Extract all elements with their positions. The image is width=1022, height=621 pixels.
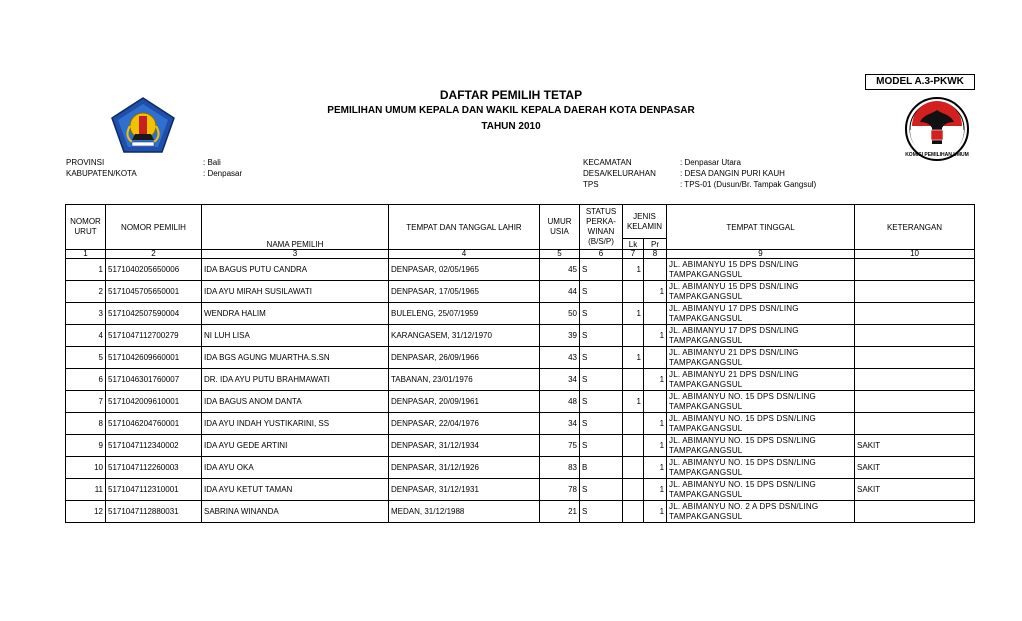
cell-ttl: DENPASAR, 26/09/1966 xyxy=(389,347,540,369)
cell-no-urut: 1 xyxy=(66,259,106,281)
cell-lk: 1 xyxy=(623,391,644,413)
cell-umur: 44 xyxy=(540,281,580,303)
table-row xyxy=(66,325,975,347)
document-year: TAHUN 2010 xyxy=(481,121,541,132)
cell-ttl: KARANGASEM, 31/12/1970 xyxy=(389,325,540,347)
column-number: 5 xyxy=(540,250,580,259)
cell-umur: 78 xyxy=(540,479,580,501)
table-row xyxy=(66,435,975,457)
cell-nomor-pemilih: 5171042009610001 xyxy=(106,391,202,413)
info-label: DESA/KELURAHAN xyxy=(583,169,656,178)
cell-no-urut: 12 xyxy=(66,501,106,523)
cell-lk xyxy=(623,501,644,523)
cell-nomor-pemilih: 5171047112880031 xyxy=(106,501,202,523)
cell-no-urut: 5 xyxy=(66,347,106,369)
info-value: : Denpasar Utara xyxy=(680,158,741,167)
info-value: : DESA DANGIN PURI KAUH xyxy=(680,169,785,178)
cell-status: S xyxy=(580,435,623,457)
cell-ttl: DENPASAR, 02/05/1965 xyxy=(389,259,540,281)
table-header-row xyxy=(66,205,975,239)
table-row xyxy=(66,347,975,369)
cell-no-urut: 4 xyxy=(66,325,106,347)
cell-nama: IDA BAGUS ANOM DANTA xyxy=(202,391,389,413)
column-number: 4 xyxy=(389,250,540,259)
cell-nama: DR. IDA AYU PUTU BRAHMAWATI xyxy=(202,369,389,391)
header-jenis-kelamin: JENIS KELAMIN xyxy=(623,205,667,239)
cell-nama: IDA AYU MIRAH SUSILAWATI xyxy=(202,281,389,303)
document-subtitle: PEMILIHAN UMUM KEPALA DAN WAKIL KEPALA DAERAH KOTA DENPASAR xyxy=(327,105,695,116)
model-code-badge: MODEL A.3-PKWK xyxy=(865,74,975,90)
cell-ttl: MEDAN, 31/12/1988 xyxy=(389,501,540,523)
cell-umur: 50 xyxy=(540,303,580,325)
cell-nama: IDA BAGUS PUTU CANDRA xyxy=(202,259,389,281)
cell-nama: IDA AYU KETUT TAMAN xyxy=(202,479,389,501)
voter-rows xyxy=(66,259,975,523)
cell-keterangan xyxy=(855,391,975,413)
cell-lk: 1 xyxy=(623,259,644,281)
cell-status: S xyxy=(580,479,623,501)
cell-nomor-pemilih: 5171047112700279 xyxy=(106,325,202,347)
header-status: STATUS PERKA-WINAN (B/S/P) xyxy=(580,205,623,250)
cell-umur: 39 xyxy=(540,325,580,347)
info-kecamatan xyxy=(583,157,816,168)
column-number-row xyxy=(66,250,975,259)
header-tempat-tinggal: TEMPAT TINGGAL xyxy=(667,205,855,250)
cell-pr: 1 xyxy=(644,281,667,303)
kpu-emblem-logo xyxy=(904,96,970,162)
cell-no-urut: 6 xyxy=(66,369,106,391)
document-title: DAFTAR PEMILIH TETAP xyxy=(439,88,583,102)
table-row xyxy=(66,303,975,325)
info-label: KABUPATEN/KOTA xyxy=(66,169,137,178)
cell-no-urut: 10 xyxy=(66,457,106,479)
column-number: 2 xyxy=(106,250,202,259)
cell-status: S xyxy=(580,281,623,303)
cell-no-urut: 2 xyxy=(66,281,106,303)
cell-status: S xyxy=(580,303,623,325)
cell-umur: 45 xyxy=(540,259,580,281)
cell-tempat-tinggal: JL. ABIMANYU 15 DPS DSN/LING TAMPAKGANGSUL xyxy=(667,259,855,281)
cell-no-urut: 11 xyxy=(66,479,106,501)
header-ttl: TEMPAT DAN TANGGAL LAHIR xyxy=(389,205,540,250)
column-number: 1 xyxy=(66,250,106,259)
cell-keterangan xyxy=(855,325,975,347)
cell-status: B xyxy=(580,457,623,479)
cell-status: S xyxy=(580,369,623,391)
cell-lk: 1 xyxy=(623,347,644,369)
cell-status: S xyxy=(580,259,623,281)
cell-umur: 21 xyxy=(540,501,580,523)
column-number: 3 xyxy=(202,250,389,259)
cell-lk xyxy=(623,457,644,479)
cell-keterangan xyxy=(855,347,975,369)
cell-nomor-pemilih: 5171047112310001 xyxy=(106,479,202,501)
cell-ttl: DENPASAR, 20/09/1961 xyxy=(389,391,540,413)
denpasar-emblem-logo xyxy=(110,96,176,154)
cell-pr: 1 xyxy=(644,435,667,457)
column-number: 9 xyxy=(667,250,855,259)
info-label: TPS xyxy=(583,180,599,189)
cell-status: S xyxy=(580,501,623,523)
cell-keterangan xyxy=(855,259,975,281)
cell-lk xyxy=(623,325,644,347)
cell-umur: 34 xyxy=(540,369,580,391)
cell-status: S xyxy=(580,325,623,347)
table-row xyxy=(66,457,975,479)
table-row xyxy=(66,479,975,501)
cell-nomor-pemilih: 5171040205650006 xyxy=(106,259,202,281)
cell-tempat-tinggal: JL. ABIMANYU NO. 15 DPS DSN/LING TAMPAKGANGSUL xyxy=(667,413,855,435)
cell-nomor-pemilih: 5171045705650001 xyxy=(106,281,202,303)
cell-umur: 75 xyxy=(540,435,580,457)
cell-nama: WENDRA HALIM xyxy=(202,303,389,325)
info-value: : Denpasar xyxy=(203,169,243,178)
cell-no-urut: 3 xyxy=(66,303,106,325)
cell-no-urut: 7 xyxy=(66,391,106,413)
cell-pr: 1 xyxy=(644,325,667,347)
info-label: PROVINSI xyxy=(66,158,105,167)
header-pr: Pr xyxy=(644,239,667,250)
cell-tempat-tinggal: JL. ABIMANYU 21 DPS DSN/LING TAMPAKGANGSUL xyxy=(667,347,855,369)
info-label: KECAMATAN xyxy=(583,158,632,167)
header-lk: Lk xyxy=(623,239,644,250)
cell-umur: 43 xyxy=(540,347,580,369)
header-nama: NAMA PEMILIH xyxy=(202,205,389,250)
cell-nomor-pemilih: 5171042609660001 xyxy=(106,347,202,369)
cell-nomor-pemilih: 5171047112260003 xyxy=(106,457,202,479)
cell-pr xyxy=(644,391,667,413)
cell-tempat-tinggal: JL. ABIMANYU NO. 15 DPS DSN/LING TAMPAKGANGSUL xyxy=(667,435,855,457)
header-umur: UMUR USIA xyxy=(540,205,580,250)
cell-umur: 48 xyxy=(540,391,580,413)
cell-pr: 1 xyxy=(644,479,667,501)
cell-ttl: DENPASAR, 31/12/1934 xyxy=(389,435,540,457)
cell-keterangan xyxy=(855,413,975,435)
info-desa xyxy=(583,168,816,179)
cell-no-urut: 8 xyxy=(66,413,106,435)
cell-nomor-pemilih: 5171046204760001 xyxy=(106,413,202,435)
cell-keterangan xyxy=(855,281,975,303)
column-number: 10 xyxy=(855,250,975,259)
cell-pr xyxy=(644,259,667,281)
cell-keterangan: SAKIT xyxy=(855,457,975,479)
info-right xyxy=(583,157,816,190)
cell-umur: 83 xyxy=(540,457,580,479)
cell-tempat-tinggal: JL. ABIMANYU NO. 15 DPS DSN/LING TAMPAKGANGSUL xyxy=(667,479,855,501)
cell-tempat-tinggal: JL. ABIMANYU 15 DPS DSN/LING TAMPAKGANGSUL xyxy=(667,281,855,303)
cell-tempat-tinggal: JL. ABIMANYU NO. 15 DPS DSN/LING TAMPAKGANGSUL xyxy=(667,457,855,479)
header-nomor-pemilih: NOMOR PEMILIH xyxy=(106,205,202,250)
cell-lk xyxy=(623,479,644,501)
header-no-urut: NOMOR URUT xyxy=(66,205,106,250)
cell-keterangan: SAKIT xyxy=(855,479,975,501)
cell-lk: 1 xyxy=(623,303,644,325)
cell-ttl: TABANAN, 23/01/1976 xyxy=(389,369,540,391)
cell-pr xyxy=(644,303,667,325)
cell-pr: 1 xyxy=(644,501,667,523)
cell-tempat-tinggal: JL. ABIMANYU NO. 15 DPS DSN/LING TAMPAKGANGSUL xyxy=(667,391,855,413)
cell-status: S xyxy=(580,413,623,435)
cell-tempat-tinggal: JL. ABIMANYU 17 DPS DSN/LING TAMPAKGANGSUL xyxy=(667,325,855,347)
table-row xyxy=(66,501,975,523)
cell-no-urut: 9 xyxy=(66,435,106,457)
info-kabupaten xyxy=(66,168,242,179)
cell-ttl: DENPASAR, 22/04/1976 xyxy=(389,413,540,435)
cell-pr: 1 xyxy=(644,369,667,391)
cell-nama: IDA AYU OKA xyxy=(202,457,389,479)
info-value: : Bali xyxy=(203,158,221,167)
cell-nomor-pemilih: 5171046301760007 xyxy=(106,369,202,391)
cell-pr: 1 xyxy=(644,457,667,479)
cell-keterangan xyxy=(855,369,975,391)
cell-pr: 1 xyxy=(644,413,667,435)
voter-table xyxy=(65,204,975,523)
cell-status: S xyxy=(580,391,623,413)
cell-lk xyxy=(623,413,644,435)
kpu-logo-text: KOMISI PEMILIHAN UMUM xyxy=(905,152,969,158)
cell-nama: IDA AYU GEDE ARTINI xyxy=(202,435,389,457)
cell-nama: IDA BGS AGUNG MUARTHA.S.SN xyxy=(202,347,389,369)
header-keterangan: KETERANGAN xyxy=(855,205,975,250)
column-number: 7 xyxy=(623,250,644,259)
column-number: 8 xyxy=(644,250,667,259)
cell-lk xyxy=(623,369,644,391)
cell-tempat-tinggal: JL. ABIMANYU 17 DPS DSN/LING TAMPAKGANGSUL xyxy=(667,303,855,325)
cell-ttl: DENPASAR, 17/05/1965 xyxy=(389,281,540,303)
table-row xyxy=(66,413,975,435)
table-row xyxy=(66,281,975,303)
table-row xyxy=(66,391,975,413)
cell-nama: SABRINA WINANDA xyxy=(202,501,389,523)
cell-keterangan: SAKIT xyxy=(855,435,975,457)
cell-pr xyxy=(644,347,667,369)
cell-tempat-tinggal: JL. ABIMANYU 21 DPS DSN/LING TAMPAKGANGSUL xyxy=(667,369,855,391)
cell-nama: NI LUH LISA xyxy=(202,325,389,347)
cell-status: S xyxy=(580,347,623,369)
cell-ttl: BULELENG, 25/07/1959 xyxy=(389,303,540,325)
cell-keterangan xyxy=(855,303,975,325)
table-row xyxy=(66,259,975,281)
cell-nama: IDA AYU INDAH YUSTIKARINI, SS xyxy=(202,413,389,435)
cell-lk xyxy=(623,281,644,303)
cell-keterangan xyxy=(855,501,975,523)
column-number: 6 xyxy=(580,250,623,259)
cell-lk xyxy=(623,435,644,457)
cell-ttl: DENPASAR, 31/12/1931 xyxy=(389,479,540,501)
cell-umur: 34 xyxy=(540,413,580,435)
cell-tempat-tinggal: JL. ABIMANYU NO. 2 A DPS DSN/LING TAMPAKGANGSUL xyxy=(667,501,855,523)
info-value: : TPS-01 (Dusun/Br. Tampak Gangsul) xyxy=(680,180,817,189)
table-row xyxy=(66,369,975,391)
cell-nomor-pemilih: 5171042507590004 xyxy=(106,303,202,325)
cell-nomor-pemilih: 5171047112340002 xyxy=(106,435,202,457)
info-tps xyxy=(583,179,816,190)
info-provinsi xyxy=(66,157,242,168)
cell-ttl: DENPASAR, 31/12/1926 xyxy=(389,457,540,479)
info-left xyxy=(66,157,242,179)
